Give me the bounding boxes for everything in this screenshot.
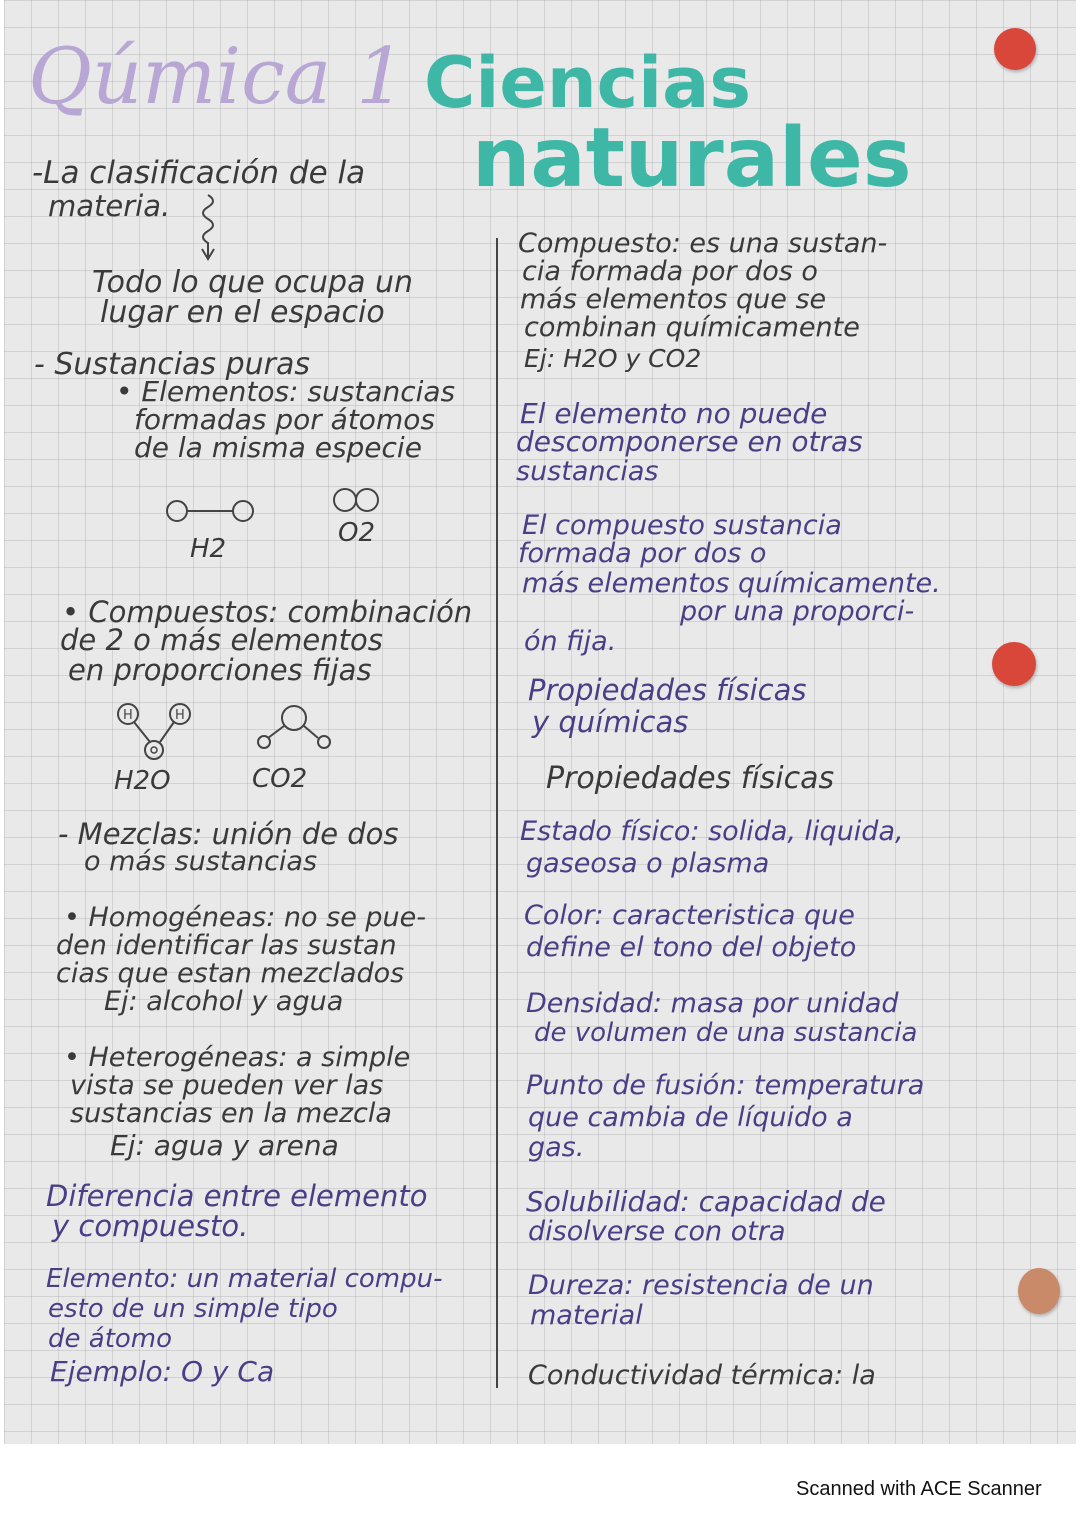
compounds-def-line-2: de 2 o más elementos xyxy=(60,623,383,657)
properties-heading-line-2: y químicas xyxy=(532,705,689,739)
color-line-1: Color: caracteristica que xyxy=(524,900,855,931)
hardness-line-1: Dureza: resistencia de un xyxy=(528,1270,874,1301)
compound-note-line-3: más elementos químicamente. xyxy=(522,568,941,599)
heterog-example: Ej: agua y arena xyxy=(110,1129,339,1162)
melting-line-1: Punto de fusión: temperatura xyxy=(526,1070,925,1101)
solubility-line-2: disolverse con otra xyxy=(528,1216,786,1247)
co2-molecule-drawing xyxy=(256,702,336,752)
compound-def-line-1: Compuesto: es una sustan- xyxy=(518,228,888,259)
density-line-1: Densidad: masa por unidad xyxy=(526,988,899,1019)
heterog-def-line-2: vista se pueden ver las xyxy=(70,1070,384,1101)
svg-text:H: H xyxy=(123,708,133,723)
h2-label: H2 xyxy=(190,534,227,564)
h2o-label: H2O xyxy=(114,766,171,796)
h2-molecule-drawing xyxy=(164,498,256,524)
difference-heading-line-1: Diferencia entre elemento xyxy=(46,1179,428,1213)
element-def-line-1: Elemento: un material compu- xyxy=(46,1264,443,1294)
compound-note-line-4: por una proporci- xyxy=(680,596,915,627)
compound-note-line-1: El compuesto sustancia xyxy=(522,510,842,541)
mixtures-def-line-2: o más sustancias xyxy=(84,846,318,877)
compound-example: Ej: H2O y CO2 xyxy=(524,344,702,373)
solubility-line-1: Solubilidad: capacidad de xyxy=(526,1185,886,1218)
homog-def-line-2: den identificar las sustan xyxy=(56,930,397,961)
compound-def-line-3: más elementos que se xyxy=(520,284,827,315)
column-divider xyxy=(496,238,498,1388)
title-naturales: naturales xyxy=(472,111,912,206)
heading-line-2: materia. xyxy=(48,189,171,223)
physical-properties-subheading: Propiedades físicas xyxy=(546,761,835,796)
melting-line-2: que cambia de líquido a xyxy=(528,1102,853,1133)
compound-def-line-2: cia formada por dos o xyxy=(522,256,818,287)
co2-label: CO2 xyxy=(252,764,308,794)
conductivity-line: Conductividad térmica: la xyxy=(528,1360,876,1391)
compounds-def-line-3: en proporciones fijas xyxy=(68,653,372,687)
element-def-line-2: esto de un simple tipo xyxy=(48,1294,338,1324)
compound-note-line-5: ón fija. xyxy=(524,626,617,657)
state-line-1: Estado físico: solida, liquida, xyxy=(520,816,904,847)
elements-def-line-3: de la misma especie xyxy=(134,431,422,464)
punch-hole-middle xyxy=(992,642,1036,686)
compound-def-line-4: combinan químicamente xyxy=(524,312,860,343)
compounds-def-line-1: • Compuestos: combinación xyxy=(62,595,473,629)
definition-line-2: lugar en el espacio xyxy=(100,295,385,330)
punch-hole-bottom xyxy=(1018,1268,1060,1314)
heterog-def-line-3: sustancias en la mezcla xyxy=(70,1098,392,1129)
element-def-line-3: de átomo xyxy=(48,1324,173,1354)
heterog-def-line-1: • Heterogéneas: a simple xyxy=(64,1042,411,1073)
svg-text:H: H xyxy=(175,708,185,723)
scanner-watermark: Scanned with ACE Scanner xyxy=(796,1478,1042,1500)
squiggle-arrow xyxy=(198,190,228,270)
compound-note-line-2: formada por dos o xyxy=(518,538,767,569)
difference-heading-line-2: y compuesto. xyxy=(52,1209,249,1243)
definition-line-1: Todo lo que ocupa un xyxy=(92,265,414,300)
homog-example: Ej: alcohol y agua xyxy=(104,986,344,1017)
homog-def-line-3: cias que estan mezclados xyxy=(56,958,405,989)
punch-hole-top xyxy=(994,28,1036,70)
element-note-line-1: El elemento no puede xyxy=(520,397,828,430)
notebook-page xyxy=(4,0,1076,1444)
o2-molecule-drawing xyxy=(330,486,384,514)
element-note-line-2: descomponerse en otras xyxy=(516,425,863,458)
melting-line-3: gas. xyxy=(528,1132,585,1163)
element-example: Ejemplo: O y Ca xyxy=(50,1355,275,1388)
density-line-2: de volumen de una sustancia xyxy=(534,1018,918,1048)
title-ciencias: Ciencias xyxy=(424,42,752,124)
elements-def-line-2: formadas por átomos xyxy=(134,403,435,436)
properties-heading-line-1: Propiedades físicas xyxy=(528,673,807,707)
title-quimica: Qúmica 1 xyxy=(28,32,406,122)
color-line-2: define el tono del objeto xyxy=(526,932,857,963)
hardness-line-2: material xyxy=(530,1300,643,1331)
heading-line-1: -La clasificación de la xyxy=(32,155,366,191)
elements-def-line-1: • Elementos: sustancias xyxy=(116,375,456,408)
pure-substances-heading: - Sustancias puras xyxy=(34,347,310,382)
homog-def-line-1: • Homogéneas: no se pue- xyxy=(64,902,426,933)
element-note-line-3: sustancias xyxy=(516,456,659,487)
h2o-molecule-drawing xyxy=(114,700,198,762)
state-line-2: gaseosa o plasma xyxy=(526,848,770,879)
o2-label: O2 xyxy=(338,518,376,548)
mixtures-def-line-1: - Mezclas: unión de dos xyxy=(58,817,399,851)
